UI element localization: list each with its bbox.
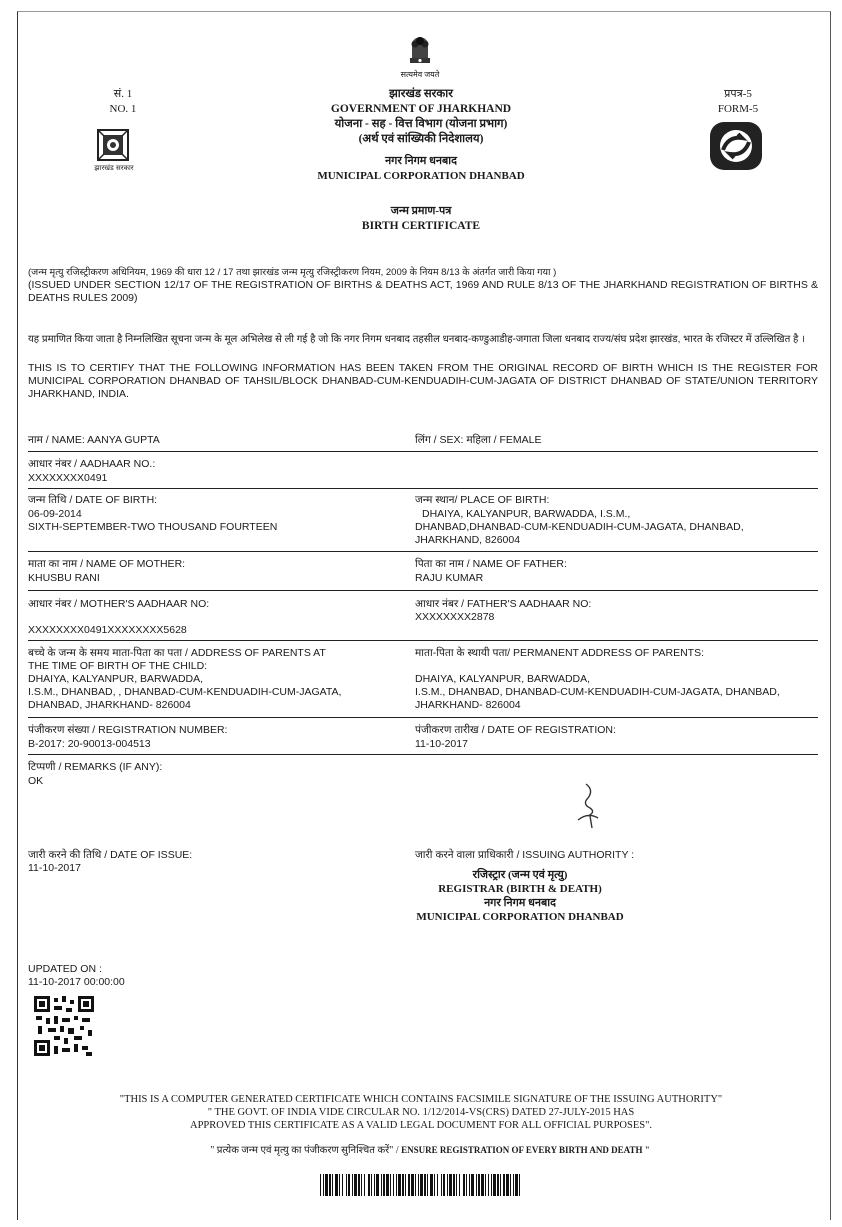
addr-birth-value-1: DHAIYA, KALYANPUR, BARWADDA, — [28, 673, 204, 685]
footer-line-2: " THE GOVT. OF INDIA VIDE CIRCULAR NO. 1/12/2014-VS(CRS) DATED 27-JULY-2015 HAS — [207, 1107, 635, 1118]
divider — [28, 754, 818, 755]
issuing-authority-label: जारी करने वाला प्राधिकारी / ISSUING AUTHORITY : — [415, 849, 635, 861]
addr-birth-value-3: DHANBAD, JHARKHAND- 826004 — [28, 699, 191, 711]
addr-birth-value-2: I.S.M., DHANBAD, , DHANBAD-CUM-KENDUADIH-CUM-JAGATA, — [28, 686, 342, 698]
corp-hindi: नगर निगम धनबाद — [385, 155, 457, 167]
dob-words: SIXTH-SEPTEMBER-TWO THOUSAND FOURTEEN — [28, 521, 278, 533]
mother-label: माता का नाम / NAME OF MOTHER: — [28, 558, 186, 570]
dept-hindi-1: योजना - सह - वित्त विभाग (योजना प्रभाग) — [334, 118, 508, 130]
divider — [28, 717, 818, 718]
issued-under-english: (ISSUED UNDER SECTION 12/17 OF THE REGISTRATION OF BIRTHS & DEATHS ACT, 1969 AND RULE 8/13 OF THE JHARKHAND REGISTRATION OF BIRTHS & DEATHS RULES 2009) — [28, 279, 818, 304]
sex-field: लिंग / SEX: महिला / FEMALE — [415, 434, 542, 446]
form-hindi: प्रपत्र-5 — [724, 88, 752, 100]
reg-no-label: पंजीकरण संख्या / REGISTRATION NUMBER: — [28, 724, 228, 736]
slogan-hindi: " प्रत्येक जन्म एवं मृत्यु का पंजीकरण सुनिश्चित करें" / — [210, 1145, 399, 1156]
dob-label: जन्म तिथि / DATE OF BIRTH: — [28, 494, 158, 506]
addr-perm-label: माता-पिता के स्थायी पता/ PERMANENT ADDRESS OF PARENTS: — [415, 647, 704, 659]
slogan — [150, 1144, 710, 1157]
aadhaar-value: XXXXXXXX0491 — [28, 472, 108, 484]
updated-label: UPDATED ON : — [28, 963, 102, 975]
remarks-value: OK — [28, 775, 44, 787]
remarks-label: टिप्पणी / REMARKS (IF ANY): — [28, 761, 163, 773]
father-aadhaar-value: XXXXXXXX2878 — [415, 611, 495, 623]
certify-hindi: यह प्रमाणित किया जाता है निम्नलिखित सूचना जन्म के मूल अभिलेख से ली गई है जो कि नगर निगम धनबाद तहसील धनबाद-कण्डुआडीह-जगाता जिला धनबाद राज्य/संघ प्रदेश झारखंड, भारत के रजिस्टर में उल्लिखित है । — [28, 334, 805, 345]
gov-english: GOVERNMENT OF JHARKHAND — [330, 103, 512, 115]
pob-value-1: DHAIYA, KALYANPUR, BARWADDA, I.S.M., — [422, 508, 631, 520]
title-english: BIRTH CERTIFICATE — [361, 220, 481, 232]
aadhaar-label: आधार नंबर / AADHAAR NO.: — [28, 458, 156, 470]
addr-birth-label-2: THE TIME OF BIRTH OF THE CHILD: — [28, 660, 208, 672]
left-logo-caption: झारखंड सरकार — [94, 164, 134, 172]
addr-birth-label-1: बच्चे के जन्म के समय माता-पिता का पता / ADDRESS OF PARENTS AT — [28, 647, 326, 659]
jharkhand-logo-icon — [95, 128, 131, 162]
mother-aadhaar-label: आधार नंबर / MOTHER'S AADHAAR NO: — [28, 598, 210, 610]
national-emblem-icon — [402, 32, 438, 68]
footer-line-1: "THIS IS A COMPUTER GENERATED CERTIFICATE WHICH CONTAINS FACSIMILE SIGNATURE OF THE ISSUING AUTHORITY" — [119, 1094, 723, 1105]
divider — [28, 551, 818, 552]
divider — [28, 590, 818, 591]
addr-perm-value-1: DHAIYA, KALYANPUR, BARWADDA, — [415, 673, 591, 685]
divider — [28, 451, 818, 452]
mother-value: KHUSBU RANI — [28, 572, 100, 584]
issuing-corp-hindi: नगर निगम धनबाद — [484, 897, 556, 909]
updated-value: 11-10-2017 00:00:00 — [28, 976, 125, 988]
dob-value: 06-09-2014 — [28, 508, 82, 520]
issue-date-label: जारी करने की तिथि / DATE OF ISSUE: — [28, 849, 193, 861]
registrar-english: REGISTRAR (BIRTH & DEATH) — [438, 883, 602, 895]
left-no-hindi: सं. 1 — [113, 88, 133, 100]
issue-date-value: 11-10-2017 — [28, 862, 81, 874]
father-label: पिता का नाम / NAME OF FATHER: — [415, 558, 567, 570]
mother-aadhaar-value: XXXXXXXX0491XXXXXXXX5628 — [28, 624, 187, 636]
addr-perm-value-2: I.S.M., DHANBAD, DHANBAD-CUM-KENDUADIH-CUM-JAGATA, DHANBAD, — [415, 686, 780, 698]
emblem-motto: सत्यमेव जयते — [400, 70, 440, 79]
dept-hindi-2: (अर्थ एवं सांख्यिकी निदेशालय) — [358, 133, 484, 145]
addr-perm-value-3: JHARKHAND- 826004 — [415, 699, 521, 711]
corp-english: MUNICIPAL CORPORATION DHANBAD — [317, 170, 525, 182]
title-hindi: जन्म प्रमाण-पत्र — [390, 205, 452, 217]
divider — [28, 488, 818, 489]
divider — [28, 640, 818, 641]
issuing-corp-english: MUNICIPAL CORPORATION DHANBAD — [416, 911, 624, 923]
registration-logo-icon — [708, 120, 764, 172]
father-aadhaar-label: आधार नंबर / FATHER'S AADHAAR NO: — [415, 598, 592, 610]
pob-label: जन्म स्थान/ PLACE OF BIRTH: — [415, 494, 550, 506]
registrar-hindi: रजिस्ट्रार (जन्म एवं मृत्यु) — [472, 869, 568, 881]
qr-code-icon — [34, 996, 94, 1056]
reg-date-label: पंजीकरण तारीख / DATE OF REGISTRATION: — [415, 724, 616, 736]
footer-line-3: APPROVED THIS CERTIFICATE AS A VALID LEGAL DOCUMENT FOR ALL OFFICIAL PURPOSES". — [189, 1120, 653, 1131]
form-english: FORM-5 — [717, 103, 759, 115]
left-no-english: NO. 1 — [109, 103, 137, 115]
pob-value-2: DHANBAD,DHANBAD-CUM-KENDUADIH-CUM-JAGATA, DHANBAD, — [415, 521, 744, 533]
slogan-english: ENSURE REGISTRATION OF EVERY BIRTH AND DEATH " — [401, 1145, 650, 1155]
certify-english: THIS IS TO CERTIFY THAT THE FOLLOWING INFORMATION HAS BEEN TAKEN FROM THE ORIGINAL RECORD OF BIRTH WHICH IS THE REGISTER FOR MUNICIPAL CORPORATION DHANBAD OF TAHSIL/BLOCK DHANBAD-CUM-KENDUADIH-CUM-JAGATA OF DISTRICT DHANBAD OF STATE/UNION TERRITORY JHARKHAND, INDIA. — [28, 362, 818, 400]
reg-no-value: B-2017: 20-90013-004513 — [28, 738, 151, 750]
reg-date-value: 11-10-2017 — [415, 738, 468, 750]
issued-under-hindi: (जन्म मृत्यु रजिस्ट्रीकरण अधिनियम, 1969 की धारा 12 / 17 तथा झारखंड जन्म मृत्यु रजिस्ट्रीकरण नियम, 2009 के नियम 8/13 के अंतर्गत जारी किया गया ) — [28, 267, 557, 278]
pob-value-3: JHARKHAND, 826004 — [415, 534, 521, 546]
barcode-icon — [320, 1174, 520, 1196]
signature-icon — [572, 782, 604, 830]
name-field: नाम / NAME: AANYA GUPTA — [28, 434, 160, 446]
gov-hindi: झारखंड सरकार — [389, 88, 453, 100]
father-value: RAJU KUMAR — [415, 572, 484, 584]
